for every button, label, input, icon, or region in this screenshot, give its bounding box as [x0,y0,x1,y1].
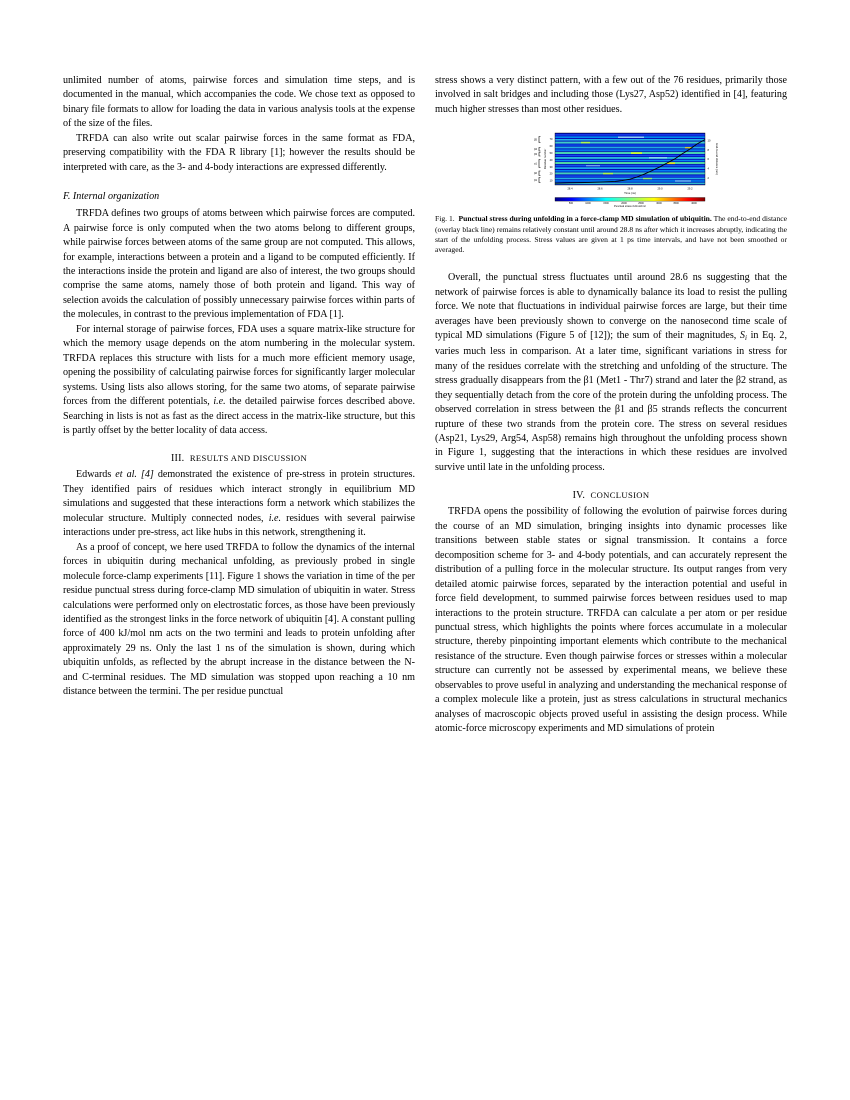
paragraph-stress-pattern: stress shows a very distinct pattern, with a few out of the 76 residues, primarily those involved in salt bridges and including those (Lys27, Asp52) identified in [4], featuring much higher stresses than most other residues. [435,75,787,115]
svg-text:40: 40 [549,159,553,163]
svg-text:Time (ns): Time (ns) [624,191,636,196]
paragraph-overall-fluctuates [435,271,787,475]
storage-text-part2: the detailed pairwise forces described above. Searching in lists is not as fast as the direct access in the matrix-like structure, but this is partly offset by the better locality of data access. [63,396,415,436]
svg-text:29.2: 29.2 [687,187,693,191]
storage-ie-italic: i.e. [213,396,226,408]
edwards-ie-italic: i.e. [268,512,281,524]
svg-text:Residue number: Residue number [543,149,547,170]
svg-text:3500: 3500 [673,202,679,206]
paragraph-proof-of-concept: As a proof of concept, we here used TRFDA to follow the dynamics of the internal forces in ubiquitin during mechanical unfolding, as previously probed in single molecule force-clamp experiments [11]. Figure 1 shows the variation in time of the per residue punctual stress during force-clamp MD simulation of ubiquitin in water. Stress calculations were performed only on electrostatic forces, as those have been previously identified as the strongest links in the force network of ubiquitin [4]. A constant pulling force of 400 kJ/mol nm acts on the two termini and leads to protein unfolding after approximately 29 ns. Only the last 1 ns of the simulation is shown, during which ubiquitin unfolds, as reflected by the abrupt increase in the distance between the N- and C-terminal residues. The MD simulation was stopped upon reaching a 10 nm distance between the termini. The per residue punctual [63,541,415,698]
svg-text:30: 30 [549,166,553,170]
svg-text:β3: β3 [534,153,537,157]
colorbar [555,198,705,208]
svg-text:28.4: 28.4 [567,187,573,191]
svg-text:End-to-end distance (nm): End-to-end distance (nm) [715,143,719,176]
section-heading-conclusion [435,490,787,501]
time-axis [567,187,693,195]
svg-text:10: 10 [707,139,711,143]
section-heading-results-discussion [63,453,415,464]
colorbar-label: Punctual stress (kJ/mol/nm) [614,205,646,208]
end-to-end-distance-axis [708,139,720,181]
left-column [63,74,415,1044]
paragraph-internal-storage [63,323,415,439]
subsection-heading-internal-organization: F. Internal organization [63,191,160,203]
section-number-conclusion: IV. [572,490,586,502]
svg-text:2: 2 [707,177,709,181]
svg-text:70: 70 [549,138,553,142]
strand-annotation-brackets [539,137,541,183]
svg-text:60: 60 [549,145,553,149]
paragraph-edwards [63,468,415,540]
section-title-results: RESULTS AND DISCUSSION [189,453,308,464]
svg-text:28.8: 28.8 [627,187,633,191]
svg-text:3000: 3000 [656,202,662,206]
figure-caption-bold: Punctual stress during unfolding in a force-clamp MD simulation of ubiquitin. [458,214,712,224]
paragraph-conclusion: TRFDA opens the possibility of following the evolution of pairwise forces during the course of an MD simulation, bringing insights into dynamic processes like transitions between stable states or signal transmission. It contains a force decomposition scheme for 3- and 4-body potentials, and can accurately represent the distribution of a pulling force in the molecular structure. Its output ranges from very detailed atomic pairwise forces, separated by the interaction potential and useful in force field development, to summed pairwise forces between residues used to map interactions to the protein structure. TRFDA can calculate a per atom or per residue punctual stress, which highlights the points where forces accumulate in a molecular structure, thereby pinpointing important elements which contribute to the mechanical resistance of the structure. Even though pairwise forces or stresses within a molecular structure can currently not be assessed by experimental means, we believe these observables to prove useful in analyzing and understanding the mechanical response of a complex molecule like a protein, just as stress calculations in structural mechanics analyses of macroscopic objects proved useful in assisting the design process. While atomic-force microscopy experiments and MD simulations of protein [435,506,787,735]
figure-1-caption [435,214,787,255]
svg-text:8: 8 [707,149,709,153]
svg-text:29.0: 29.0 [657,187,663,191]
edwards-part2: demonstrated the existence of pre-stress in protein structures. They identified pairs of residues which interact strongly in equilibrium MD simulations and suggested that these interactions form a network which stabilizes the molecular structure. Multiply connected nodes, [63,469,415,524]
svg-text:2500: 2500 [638,202,644,206]
figure-caption-rest: The end-to-end distance (overlay black line) remains relatively constant until around 28.8 ns after which it increases abruptly, indicating the start of the unfolding process. Stress values are given at 1 ps time intervals, and have not been smoothed or averaged. [435,214,788,254]
paragraph-trfda-scalar: TRFDA can also write out scalar pairwise forces in the same format as FDA, preserving compatibility with the FDA R library [1]; however the results should be interpreted with care, as the 3- and 4-body interactions are expressed differently. [63,132,415,173]
svg-text:β2: β2 [534,172,537,176]
figure-label: Fig. 1. [435,214,455,224]
paragraph-manual-continued: unlimited number of atoms, pairwise forces and simulation time steps, and is documented in the manual, which accompanies the code. We chose text as opposed to binary file formats to allow for loading the data in various analysis tools at the expense of the size of the files. [63,75,415,130]
svg-text:α1: α1 [534,162,537,166]
edwards-part3: residues with several pairwise interactions under pre-stress, act like hubs in this network, strengthening it. [63,512,415,539]
svg-text:1500: 1500 [603,202,609,206]
storage-text-part1: For internal storage of pairwise forces, FDA uses a square matrix-like structure for which the memory usage depends on the atom numbering in the molecular system. TRFDA replaces this structure with lists for a much more efficient memory usage, opening the possibility of calculating pairwise forces for significantly larger molecular systems. Using lists also allows storing, for the same two atoms, of separate pairwise forces from the different potentials, [63,323,415,408]
svg-text:β4: β4 [534,148,537,152]
strand-annotation-labels [534,138,538,183]
svg-text:4: 4 [707,167,709,171]
figure-1-heatmap-chart [435,129,787,207]
overall-part2: in Eq. 2, varies much less in comparison. At a later time, significant variations in stress for many of the residues correlate with the stretching and unfolding of the structure. The stress gradually disappears from the β1 (Met1 - Thr7) strand and later the β2 strand, as they sequentially detach from the core of the protein during the unfolding process. The observed correlation in stress between the β1 and β5 strands reflects the concurrent rupture of these two strands from the protein core. The stress on several residues (Asp21, Lys29, Arg54, Asp58) remains high throughout the unfolding process shown in Figure 1, suggesting that the interactions in which these residues are involved survive until late in the unfolding process. [435,329,787,473]
edwards-part1: Edwards [76,469,116,481]
svg-text:1000: 1000 [585,202,591,206]
figure-text-spacer [435,261,787,271]
paragraph-two-groups: TRFDA defines two groups of atoms between which pairwise forces are computed. A pairwise force is only computed when the two atoms belong to different groups, while pairwise forces between atoms of the same group are not computed. This allows, for example, interactions between a protein and a ligand to be computed efficiently. If the interactions inside the protein and ligand are also of interest, the two groups should comprise the same atoms, namely those of both protein and ligand. This way of selection avoids the calculation of possibly unnecessary pairwise forces within parts of the molecules, in contrast to the previous implementation of FDA [1]. [63,208,415,321]
right-column [435,74,787,1044]
svg-text:β5: β5 [534,138,537,142]
svg-text:4000: 4000 [691,202,697,206]
svg-text:10: 10 [549,179,553,183]
svg-text:500: 500 [568,202,574,206]
svg-text:6: 6 [707,158,709,162]
svg-text:50: 50 [549,152,553,156]
residue-number-axis [543,138,553,183]
two-column-layout [63,74,787,1044]
edwards-citation-italic: et al. [4] [115,469,154,481]
figure-1 [435,129,787,255]
svg-text:β1: β1 [534,179,537,183]
section-number-results: III. [170,453,185,465]
sum-magnitudes-subscript: i [744,333,747,342]
overall-part1: Overall, the punctual stress fluctuates until around 28.6 ns suggesting that the network of pairwise forces is able to dynamically balance its load to resist the pulling force. We note that fluctuations in individual pairwise forces are large, but their time averages have been previously shown to converge on the nanosecond time scale of typical MD simulations (Figure 5 of [12]); the sum of their magnitudes, [435,272,787,341]
sum-magnitudes-symbol: S [739,329,745,341]
svg-text:20: 20 [549,173,553,177]
heatmap-plot-area [555,133,705,185]
section-title-conclusion: CONCLUSION [590,490,650,501]
svg-text:28.6: 28.6 [597,187,603,191]
svg-text:2000: 2000 [621,202,627,206]
